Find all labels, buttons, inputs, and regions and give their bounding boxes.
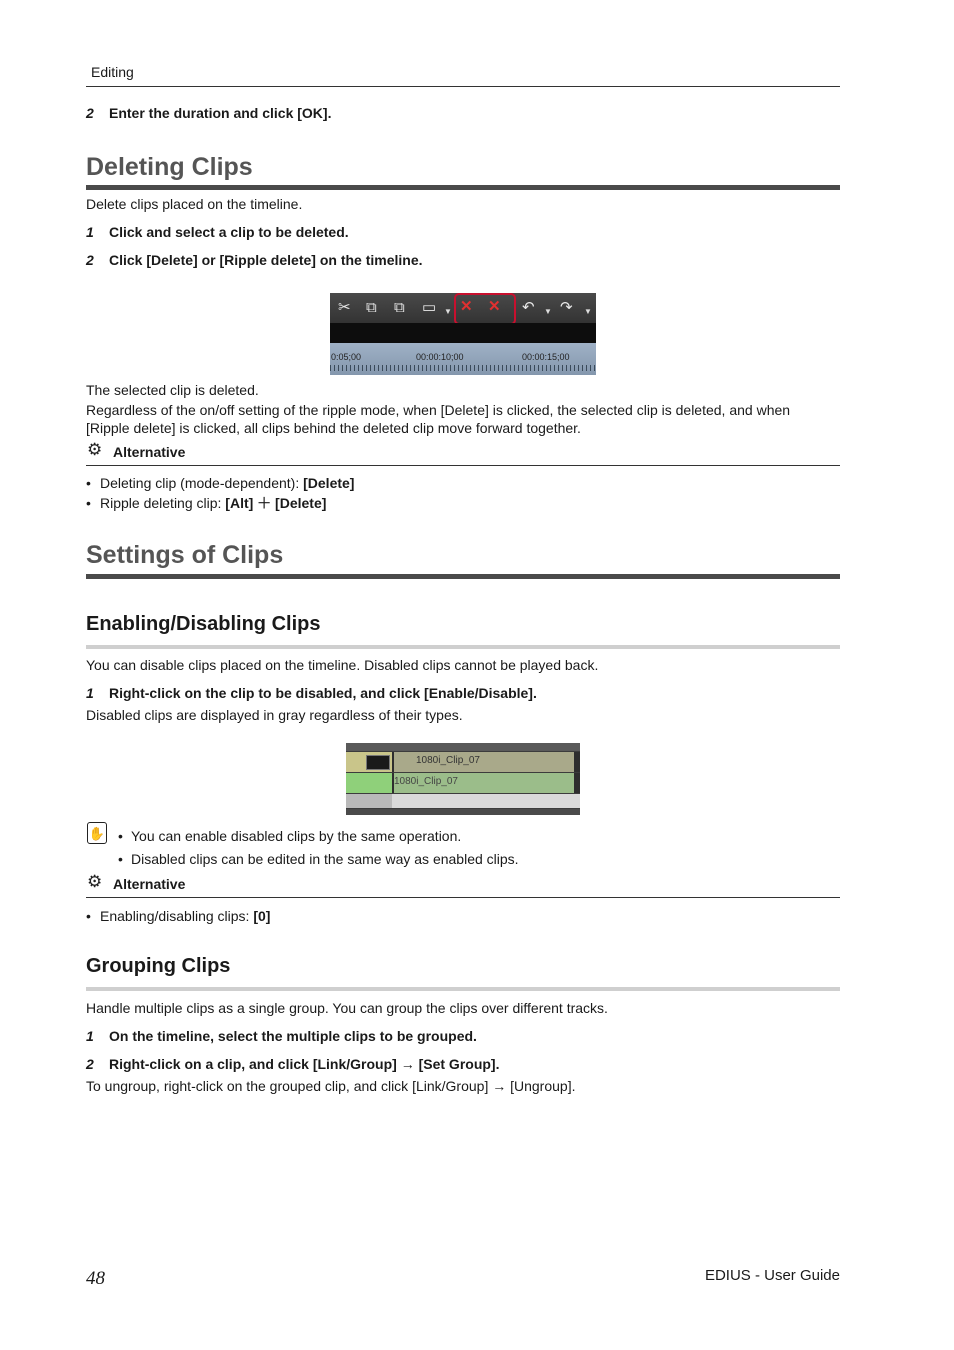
list-item-text: Enabling/disabling clips:	[100, 908, 254, 924]
intro-text: Delete clips placed on the timeline.	[86, 196, 303, 212]
step-text: Enter the duration and click [OK].	[109, 105, 332, 121]
step-number: 1	[86, 1028, 94, 1044]
timecode-label: 00:00:10;00	[416, 352, 464, 362]
clip-label: 1080i_Clip_07	[416, 755, 480, 766]
result-text: To ungroup, right-click on the grouped clip, and click [Link/Group] → [Ungroup].	[86, 1078, 576, 1094]
hand-note-icon: ✋	[87, 822, 107, 844]
result-text: Disabled clips are displayed in gray regardless of their types.	[86, 707, 463, 723]
paragraph: Regardless of the on/off setting of the ripple mode, when [Delete] is clicked, the selected clip is deleted, and when [Ripple delete] is clicked, all clips behind the deleted clip move forward together.	[86, 402, 791, 436]
disabled-clips-image	[346, 743, 580, 815]
toolbar-gap	[330, 323, 596, 343]
note-item: • You can enable disabled clips by the same operation.	[118, 828, 462, 844]
ruler-ticks	[330, 365, 596, 371]
step-item	[86, 105, 331, 121]
delete-icon: ✕	[460, 298, 473, 315]
running-header: Editing	[91, 64, 134, 80]
delete-buttons-highlight	[454, 293, 516, 325]
note-text: Disabled clips can be edited in the same way as enabled clips.	[131, 851, 519, 867]
key-combo: [Delete]	[303, 475, 355, 491]
note-text: You can enable disabled clips by the same operation.	[131, 828, 462, 844]
intro-text: Handle multiple clips as a single group. You can group the clips over different tracks.	[86, 1000, 608, 1016]
step-text: Right-click on a clip, and click [Link/Group] → [Set Group].	[109, 1056, 500, 1072]
step-number: 2	[86, 1056, 94, 1072]
key-combo: [Alt] ＋ [Delete]	[225, 495, 327, 511]
timecode-label: 0:05;00	[331, 352, 362, 362]
step-number: 1	[86, 224, 94, 240]
section-divider	[86, 185, 840, 190]
step-item	[86, 1028, 477, 1044]
audio-track	[346, 773, 580, 793]
subsection-divider	[86, 987, 840, 991]
paste-icon: ⧉	[394, 299, 405, 316]
clip-label: 1080i_Clip_07	[394, 776, 458, 787]
alternative-divider	[86, 465, 840, 466]
intro-text: You can disable clips placed on the timeline. Disabled clips cannot be played back.	[86, 657, 599, 673]
step-text: Click [Delete] or [Ripple delete] on the timeline.	[109, 252, 423, 268]
audio-track-header	[346, 773, 392, 793]
list-item-text: Deleting clip (mode-dependent):	[100, 475, 304, 491]
section-title-deleting: Deleting Clips	[86, 153, 253, 181]
chevron-down-icon: ▼	[584, 307, 592, 316]
video-clip	[394, 752, 574, 772]
ripple-delete-icon: ✕	[488, 298, 501, 315]
list-item: • Deleting clip (mode-dependent): [Delete]	[86, 475, 355, 491]
copy-icon: ⧉	[366, 299, 377, 316]
insert-icon: ▭	[422, 299, 437, 316]
undo-icon: ↶	[522, 299, 535, 316]
gear-icon: ⚙	[87, 872, 103, 891]
result-text: The selected clip is deleted.	[86, 382, 259, 398]
page-number: 48	[86, 1268, 105, 1289]
subsection-title-grouping: Grouping Clips	[86, 955, 231, 977]
chevron-down-icon: ▼	[544, 307, 552, 316]
timeline-toolbar-image	[330, 293, 596, 375]
subsection-title-enabling: Enabling/Disabling Clips	[86, 613, 321, 635]
list-item-text: Ripple deleting clip:	[100, 495, 226, 511]
redo-icon: ↷	[560, 299, 573, 316]
video-track	[346, 752, 580, 772]
section-title-settings: Settings of Clips	[86, 541, 284, 569]
list-item: • Enabling/disabling clips: [0]	[86, 908, 271, 924]
empty-track-header	[346, 794, 392, 808]
track-footer	[346, 809, 580, 815]
subsection-divider	[86, 645, 840, 649]
alternative-divider	[86, 897, 840, 898]
step-number: 2	[86, 252, 94, 268]
alternative-label: Alternative	[113, 876, 186, 892]
timeline-ruler	[330, 343, 596, 375]
timecode-label: 00:00:15;00	[522, 352, 570, 362]
note-item: • Disabled clips can be edited in the same way as enabled clips.	[118, 851, 519, 867]
track-header-bar	[346, 743, 580, 751]
step-item	[86, 224, 349, 240]
footer-title: EDIUS - User Guide	[704, 1267, 840, 1284]
video-track-header	[346, 752, 392, 772]
step-number: 2	[86, 105, 94, 121]
key-combo: [0]	[253, 908, 271, 924]
step-number: 1	[86, 685, 94, 701]
chevron-down-icon: ▼	[444, 307, 452, 316]
header-divider	[86, 86, 840, 87]
step-item	[86, 685, 537, 701]
audio-clip	[394, 773, 574, 793]
list-item: • Ripple deleting clip: [Alt] ＋ [Delete]	[86, 495, 327, 511]
cut-icon: ✂	[338, 299, 351, 316]
clip-thumbnail	[366, 755, 390, 770]
step-item	[86, 1056, 499, 1072]
step-text: Right-click on the clip to be disabled, and click [Enable/Disable].	[109, 685, 537, 701]
step-text: Click and select a clip to be deleted.	[109, 224, 349, 240]
alternative-label: Alternative	[113, 444, 186, 460]
empty-track	[346, 794, 580, 808]
step-item	[86, 252, 423, 268]
step-text: On the timeline, select the multiple clips to be grouped.	[109, 1028, 477, 1044]
gear-icon: ⚙	[87, 440, 103, 459]
section-divider	[86, 574, 840, 579]
